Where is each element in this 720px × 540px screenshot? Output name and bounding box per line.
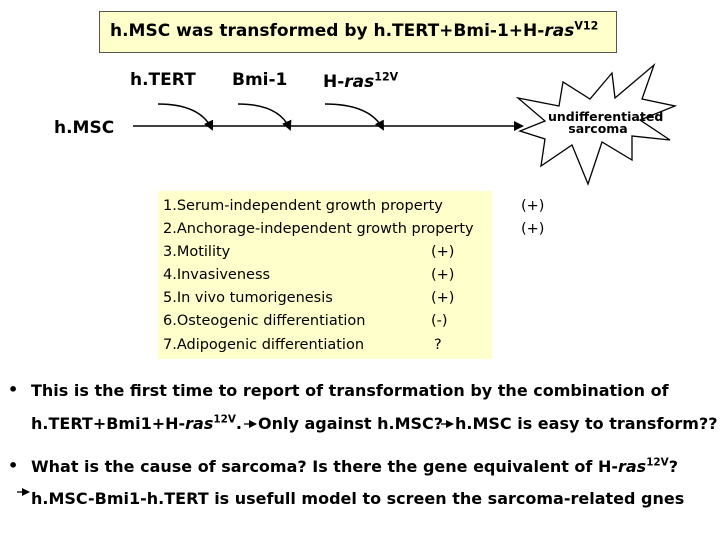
property-value: (+) — [521, 198, 545, 214]
slide-title: h.MSC was transformed by h.TERT+Bmi-1+H-ras$^{V12}$ — [110, 19, 599, 41]
property-value: (+) — [431, 290, 455, 306]
transformation-diagram — [0, 0, 720, 200]
bullet1-line2: h.TERT+Bmi1+H-ras$^{12V}$. — [31, 413, 242, 433]
property-name: 1.Serum-independent growth property — [163, 198, 443, 214]
property-name: 6.Osteogenic differentiation — [163, 313, 366, 329]
bullet1-question1: Only against h.MSC? — [258, 414, 444, 433]
conclusion-line: h.MSC-Bmi1-h.TERT is usefull model to screen the sarcoma-related gnes — [31, 489, 685, 508]
property-value: (-) — [431, 313, 448, 329]
property-value: ? — [434, 337, 442, 353]
property-value: (+) — [431, 267, 455, 283]
gene-hras-label: H-ras$^{12V}$ — [323, 70, 399, 92]
property-name: 2.Anchorage-independent growth property — [163, 221, 474, 237]
gene-htert-label: h.TERT — [130, 70, 196, 90]
bullet-dot: • — [8, 380, 19, 399]
bullet-dot: • — [8, 456, 19, 475]
property-name: 7.Adipogenic differentiation — [163, 337, 365, 353]
property-value: (+) — [431, 244, 455, 260]
property-name: 3.Motility — [163, 244, 231, 260]
property-name: 5.In vivo tumorigenesis — [163, 290, 333, 306]
gene-bmi1-label: Bmi-1 — [232, 70, 288, 90]
bullet2: What is the cause of sarcoma? Is there the gene equivalent of H-ras$^{12V}$? — [31, 456, 678, 476]
sarcoma-star-label: undifferentiated sarcoma — [548, 109, 664, 136]
bullet1-line1: This is the first time to report of transformation by the combination of — [31, 381, 669, 400]
hmsc-label: h.MSC — [54, 118, 115, 138]
property-name: 4.Invasiveness — [163, 267, 271, 283]
bullet1-question2: h.MSC is easy to transform?? — [455, 414, 718, 433]
property-value: (+) — [521, 221, 545, 237]
